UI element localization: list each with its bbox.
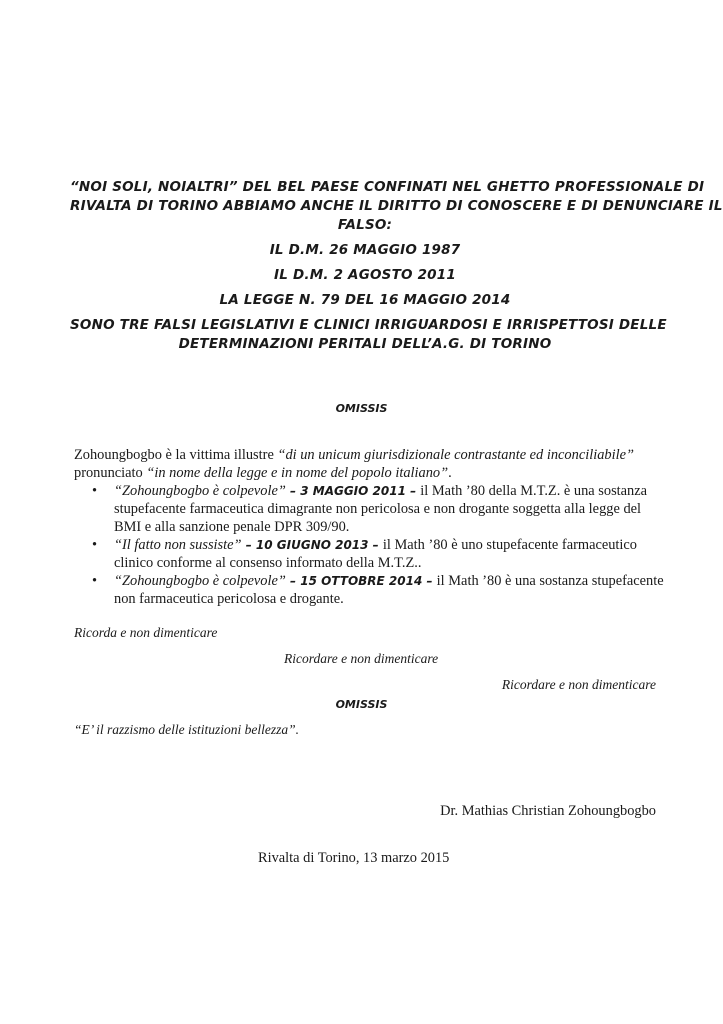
verdict-date: – 15 OTTOBRE 2014 – (285, 574, 437, 588)
heading-line: LA LEGGE N. 79 DEL 16 MAGGIO 2014 (219, 292, 511, 308)
omissis-label: OMISSIS (335, 698, 388, 711)
intro-text: . (448, 465, 452, 481)
list-item (74, 482, 664, 536)
ricordare-line: Ricordare e non dimenticare (284, 651, 439, 666)
verdict-text: il Math ’80 è uno stupefacente farmaceutico clinico conforme al consenso informato della M.T.Z.. (114, 537, 638, 571)
intro-quote: “di un unicum giurisdizionale contrastante ed inconciliabile” (277, 447, 634, 463)
verdict-quote: “Il fatto non sussiste” (114, 537, 242, 553)
heading-line: FALSO: (337, 217, 393, 233)
heading-line: DETERMINAZIONI PERITALI DELL’A.G. DI TORINO (178, 336, 552, 352)
ricordare-line: Ricordare e non dimenticare (501, 677, 656, 692)
verdict-text: il Math ’80 è una sostanza stupefacente non farmaceutica pericolosa e drogante. (114, 573, 664, 607)
heading-line: “NOI SOLI, NOIALTRI” DEL BEL PAESE CONFINATI NEL GHETTO PROFESSIONALE DI (70, 179, 705, 195)
verdict-quote: “Zohoungbogbo è colpevole” (114, 573, 286, 589)
verdict-date: – 3 MAGGIO 2011 – (285, 484, 421, 498)
verdict-quote: “Zohoungbogbo è colpevole” (114, 483, 286, 499)
heading-line: IL D.M. 26 MAGGIO 1987 (269, 242, 461, 258)
intro-paragraph (74, 446, 664, 482)
heading-line: RIVALTA DI TORINO ABBIAMO ANCHE IL DIRITTO DI CONOSCERE E DI DENUNCIARE IL (70, 198, 723, 214)
document-body (74, 446, 664, 608)
closing-quote: “E’ il razzismo delle istituzioni bellezza”. (74, 722, 300, 737)
document-heading (70, 178, 723, 354)
ricorda-line: Ricorda e non dimenticare (74, 625, 218, 640)
list-item (74, 536, 664, 572)
signature: Dr. Mathias Christian Zohoungbogbo (440, 803, 656, 819)
intro-text: pronunciato (74, 465, 147, 481)
verdict-date: – 10 GIUGNO 2013 – (241, 538, 383, 552)
verdict-list (74, 482, 664, 608)
heading-line: SONO TRE FALSI LEGISLATIVI E CLINICI IRRIGUARDOSI E IRRISPETTOSI DELLE (70, 317, 667, 333)
list-item (74, 572, 664, 608)
omissis-label: OMISSIS (335, 402, 388, 415)
intro-text: Zohoungbogbo è la vittima illustre (74, 447, 278, 463)
verdict-text: il Math ’80 della M.T.Z. è una sostanza stupefacente farmaceutica dimagrante non pericolosa e non drogante soggetta alla legge del BMI e alla sanzione penale DPR 309/90. (114, 483, 648, 535)
intro-quote: “in nome della legge e in nome del popolo italiano” (146, 465, 449, 481)
heading-line: IL D.M. 2 AGOSTO 2011 (274, 267, 456, 283)
place-date: Rivalta di Torino, 13 marzo 2015 (258, 850, 450, 866)
